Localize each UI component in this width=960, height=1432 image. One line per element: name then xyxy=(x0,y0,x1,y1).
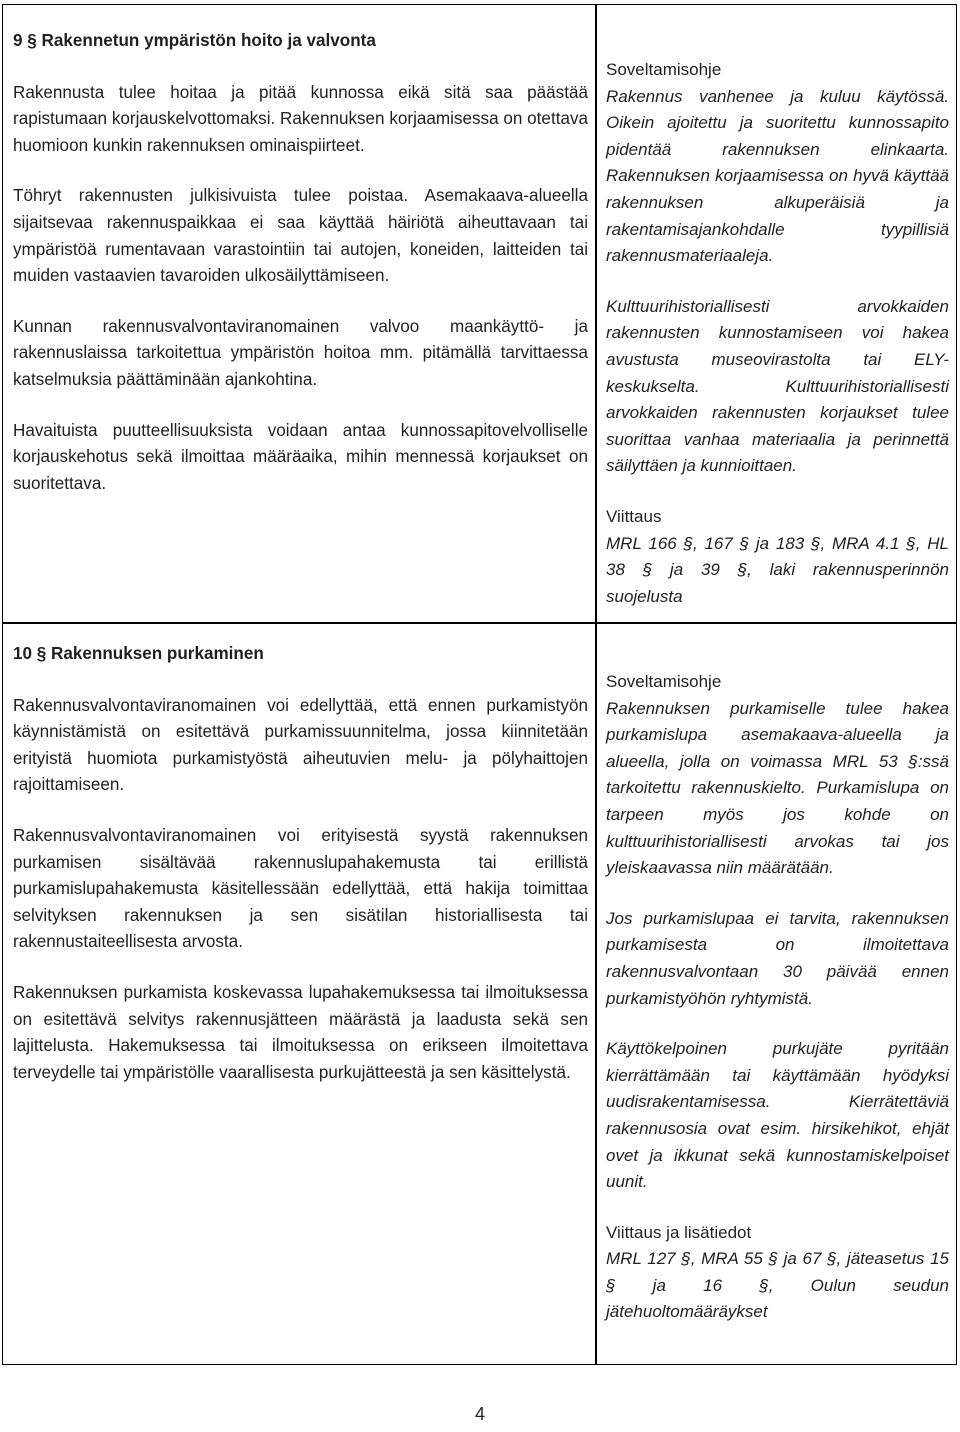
section-9-paragraph-4: Havaituista puutteellisuuksista voidaan antaa kunnossapitovelvolliselle korjauskehotus sekä ilmoittaa määräaika, mihin mennessä korjaukset on suoritettava. xyxy=(13,420,588,493)
section-10-guidance-label: Soveltamisohje xyxy=(606,672,722,691)
section-9-guidance-text-1: Rakennus vanhenee ja kuluu käytössä. Oikein ajoitettu ja suoritettu kunnossapito pidentää rakennuksen elinkaarta. Rakennuksen korjaamisessa on hyvä käyttää rakennuksen alkuperäisiä ja rakentamisajankohdalle tyypillisiä rakennusmateriaaleja. xyxy=(606,86,949,266)
section-10-reference-label: Viittaus ja lisätiedot xyxy=(606,1222,752,1242)
section-9-paragraph-3: Kunnan rakennusvalvontaviranomainen valvoo maankäyttö- ja rakennuslaissa tarkoitettua ympäristön hoitoa mm. pitämällä tarvittaessa katselmuksia päättäminään ajankohtina. xyxy=(13,316,588,389)
section-9-heading: 9 § Rakennetun ympäristön hoito ja valvonta xyxy=(13,31,376,50)
section-9-guidance-label: Soveltamisohje xyxy=(606,60,722,79)
section-10-reference-text: MRL 127 §, MRA 55 § ja 67 §, jäteasetus 15 § ja 16 §, Oulun seudun jätehuoltomääräykset xyxy=(606,1249,949,1322)
section-10-paragraph-2: Rakennusvalvontaviranomainen voi erityisestä syystä rakennuksen purkamisen sisältävää rakennuslupahakemusta tai erillistä purkamislupahakemusta käsitellessään edellyttää, että hakija toimittaa selvityksen rakennuksen ja sen sisätilan historiallisesta tai rakennustaiteellisesta arvosta. xyxy=(13,825,588,952)
section-9-guidance-text-2: Kulttuurihistoriallisesti arvokkaiden rakennusten kunnostamiseen voi hakea avustusta museovirastolta tai ELY-keskukselta. Kulttuurihistoriallisesti arvokkaiden rakennusten korjaukset tulee suorittaa vanhaa materiaalia ja perinnettä säilyttäen ja kunnioittaen. xyxy=(606,296,949,476)
section-10-guidance-text-3: Käyttökelpoinen purkujäte pyritään kierrättämään tai käyttämään hyödyksi uudisrakentamisessa. Kierrätettäviä rakennusosia ovat esim. hirsikehikot, ehjät ovet ja ikkunat sekä kunnostamiskelpoiset uunit. xyxy=(606,1039,949,1192)
section-10-guidance-text-1: Rakennuksen purkamiselle tulee hakea purkamislupa asemakaava-alueella ja alueella, jolla on voimassa MRL 53 §:ssä tarkoitettu rakennuskielto. Purkamislupa on tarpeen myös jos kohde on kulttuurihistoriallisesti arvokas tai jos yleiskaavassa niin määrätään. xyxy=(606,698,949,878)
section-10-side-cell xyxy=(606,669,949,1350)
section-10-paragraph-3: Rakennuksen purkamista koskevassa lupahakemuksessa tai ilmoituksessa on esitettävä selvitys rakennusjätteen määrästä ja laadusta sekä sen lajittelusta. Hakemuksessa tai ilmoituksessa on erikseen ilmoitettava terveydelle tai ympäristölle vaarallisesta purkujätteestä ja sen käsittelystä. xyxy=(13,982,588,1082)
section-10-guidance-text-2: Jos purkamislupaa ei tarvita, rakennuksen purkamisesta on ilmoitettava rakennusvalvontaan 30 päivää ennen purkamistyöhön ryhtymistä. xyxy=(606,908,949,1008)
section-10-main-cell xyxy=(13,641,588,1110)
page-number: 4 xyxy=(474,1404,485,1424)
section-9-reference-label: Viittaus xyxy=(606,506,662,526)
document-table xyxy=(2,4,957,1365)
column-divider xyxy=(595,5,597,1364)
section-9-main-cell xyxy=(13,28,588,521)
section-10-heading: 10 § Rakennuksen purkaminen xyxy=(13,644,264,663)
section-10-paragraph-1: Rakennusvalvontaviranomainen voi edellyttää, että ennen purkamistyön käynnistämistä on esitettävä purkamissuunnitelma, jossa kiinnitetään erityistä huomiota purkamistyöstä aiheutuvien melu- ja pölyhaittojen rajoittamiseen. xyxy=(13,695,588,795)
section-9-side-cell xyxy=(606,57,949,634)
section-9-paragraph-2: Töhryt rakennusten julkisivuista tulee poistaa. Asemakaava-alueella sijaitsevaa rakennuspaikkaa ei saa käyttää häiriötä aiheuttavaan tai ympäristöä rumentavaan varastointiin tai autojen, koneiden, laitteiden tai muiden vastaavien tavaroiden ulkosäilyttämiseen. xyxy=(13,186,588,286)
section-9-reference-text: MRL 166 §, 167 § ja 183 §, MRA 4.1 §, HL 38 § ja 39 §, laki rakennusperinnön suojelusta xyxy=(606,533,949,606)
section-9-paragraph-1: Rakennusta tulee hoitaa ja pitää kunnossa eikä sitä saa päästää rapistumaan korjauskelvottomaksi. Rakennuksen korjaamisessa on otettava huomioon kunkin rakennuksen ominaispiirteet. xyxy=(13,82,588,155)
